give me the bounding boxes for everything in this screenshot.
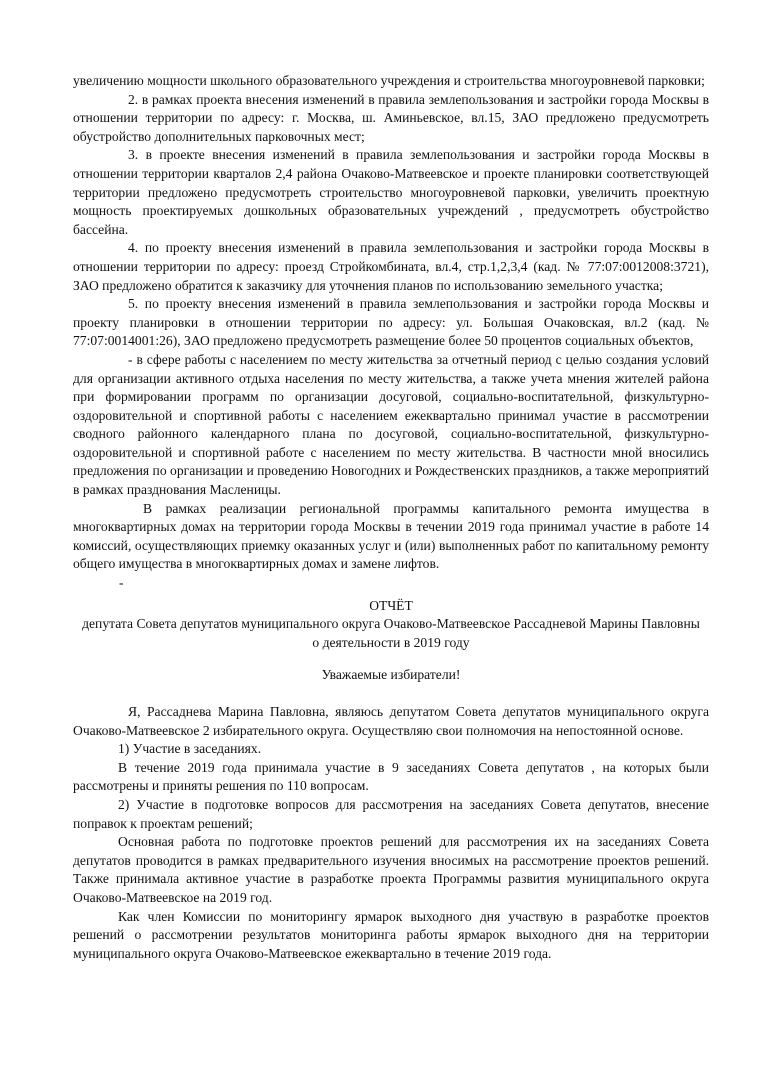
- section-heading: 2) Участие в подготовке вопросов для рассмотрения на заседаниях Совета депутатов, внесение поправок к проектам решений;: [73, 796, 709, 831]
- list-item: 2. в рамках проекта внесения изменений в правила землепользования и застройки города Москвы в отношении территории по адресу: г. Москва, ш. Аминьевское, вл.15, ЗАО предложено предусмотреть обустройство дополнительных парковочных мест;: [73, 91, 709, 144]
- document-body: [73, 72, 709, 963]
- list-item: 5. по проекту внесения изменений в правила землепользования и застройки города Москвы и проекту планировки в отношении территории по адресу: ул. Большая Очаковская, вл.2 (кад. № 77:07:0014001:26), ЗАО предложено предусмотреть размещение более 50 процентов социальных объектов,: [73, 296, 709, 349]
- paragraph: В течение 2019 года принимала участие в 9 заседаниях Совета депутатов , на которых были рассмотрены и приняты решения по 110 вопросам.: [73, 759, 709, 794]
- paragraph: увеличению мощности школьного образовательного учреждения и строительства многоуровневой парковки;: [73, 73, 705, 88]
- section-heading: 1) Участие в заседаниях.: [118, 741, 262, 757]
- spacer: [73, 652, 709, 666]
- report-subtitle: депутата Совета депутатов муниципального округа Очаково-Матвеевское Рассадневой Марины Павловны: [82, 616, 700, 632]
- list-item: 4. по проекту внесения изменений в правила землепользования и застройки города Москвы в отношении территории по адресу: проезд Стройкомбината, вл.4, стр.1,2,3,4 (кад. № 77:07:0012008:3721), ЗАО предложено обратится к заказчику для уточнения планов по использованию земельного участка;: [73, 240, 709, 293]
- paragraph: Основная работа по подготовке проектов решений для рассмотрения их на заседаниях Совета депутатов проводится в рамках предварительного изучения вносимых на рассмотрение проектов решений. Также принимала активное участие в разработке проекта Программы развития муниципального округа Очаково-Матвеевское на 2019 год.: [73, 834, 709, 905]
- spacer: [73, 685, 709, 703]
- paragraph: Я, Рассаднева Марина Павловна, являюсь депутатом Совета депутатов муниципального округа Очаково-Матвеевское 2 избирательного округа. Осуществляю свои полномочия на непостоянной основе.: [73, 704, 709, 738]
- paragraph: Как член Комиссии по мониторингу ярмарок выходного дня участвую в разработке проектов решений о рассмотрении результатов мониторинга работы ярмарок выходного дня на территории муниципального округа Очаково-Матвеевское ежеквартально в течение 2019 года.: [73, 908, 709, 961]
- report-period: о деятельности в 2019 году: [312, 634, 470, 650]
- dash-marker: -: [119, 575, 124, 591]
- list-item: 3. в проекте внесения изменений в правила землепользования и застройки города Москвы в отношении территории кварталов 2,4 района Очаково-Матвеевское и проекте планировки соответствующей территории предложено предусмотреть строительство многоуровневой парковки, увеличить проектную мощность проектируемых дошкольных образовательных учреждений , предусмотреть обустройство бассейна.: [73, 147, 709, 237]
- paragraph: В рамках реализации региональной программы капитального ремонта имущества в многоквартирных домах на территории города Москвы в течении 2019 года принимал участие в работе 14 комиссий, осуществляющих приемку оказанных услуг и (или) выполненных работ по капитальному ремонту общего имущества в многоквартирных домах и замене лифтов.: [73, 500, 709, 572]
- report-title: ОТЧЁТ: [369, 597, 413, 613]
- paragraph: - в сфере работы с населением по месту жительства за отчетный период с целью создания условий для организации активного отдыха населения по месту жительства, а также учета мнения жителей района при формировании программ по организации досуговой, социально-воспитательной, физкультурно-оздоровительной и спортивной работы с населением ежеквартально принимал участие в рассмотрении сводного районного календарного плана по досуговой, социально-воспитательной, физкультурно-оздоровительной и спортивной работе с населением по месту жительства. В частности мной вносились предложения по организации и проведению Новогодних и Рождественских праздников, а также мероприятий в рамках празднования Масленицы.: [73, 351, 709, 498]
- greeting: Уважаемые избиратели!: [321, 667, 461, 683]
